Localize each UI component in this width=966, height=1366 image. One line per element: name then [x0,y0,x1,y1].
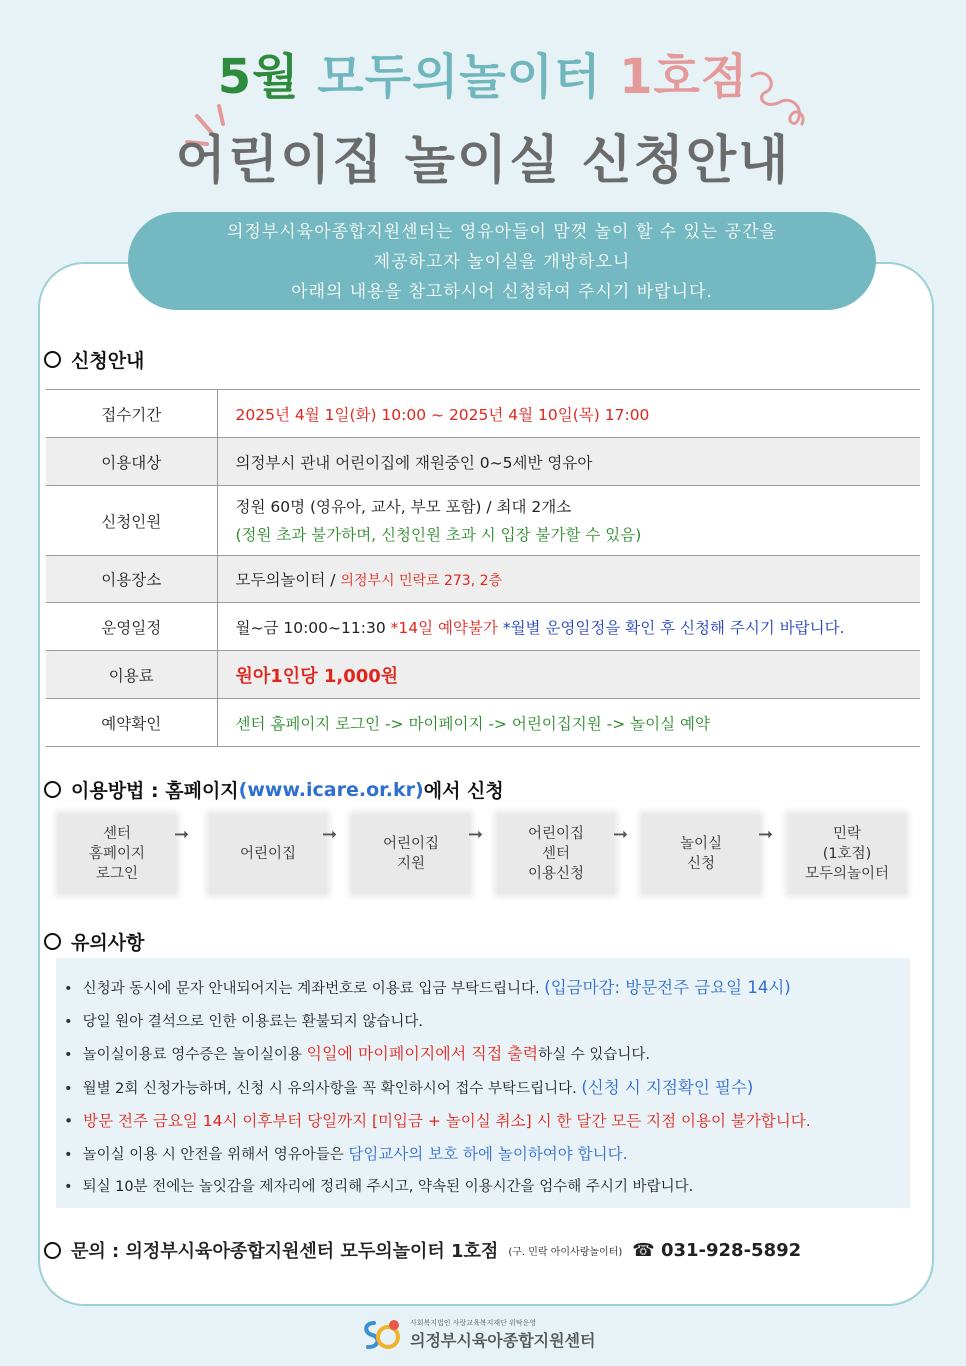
circle-bullet-icon [44,933,61,950]
row-label: 접수기간 [46,390,217,438]
main-title [0,38,966,107]
flow-step: 민락 (1호점) 모두의놀이터 [788,814,906,894]
row-value [217,556,920,603]
arrow-right-icon: ➞ [174,824,190,845]
intro-line-3: 아래의 내용을 참고하시어 신청하여 주시기 바랍니다. [291,282,713,302]
intro-line-2: 제공하고자 놀이실을 개방하오니 [373,252,631,272]
schedule-note-blue: *월별 운영일정을 확인 후 신청해 주시기 바랍니다. [502,618,845,637]
center-logo-icon [360,1317,404,1351]
table-row [46,699,920,747]
schedule-value: 월~금 10:00~11:30 [235,618,391,637]
section-heading-method [44,776,504,803]
arrow-right-icon: ➞ [468,824,484,845]
section-heading-application [44,346,144,373]
intro-banner [128,212,876,310]
row-value [217,486,920,556]
intro-line-1: 의정부시육아종합지원센터는 영유아들이 맘껏 놀이 할 수 있는 공간을 [226,222,778,242]
row-label: 이용대상 [46,438,217,486]
flow-step: 어린이집 센터 이용신청 [497,814,615,894]
title-month: 5월 [217,49,300,105]
footer-logo [360,1316,595,1352]
contact-phone[interactable]: ☎ 031-928-5892 [632,1239,802,1261]
row-label: 신청인원 [46,486,217,556]
table-row [46,438,920,486]
circle-bullet-icon [44,1242,61,1259]
flow-step: 어린이집 [209,814,327,894]
page-subtitle: 어린이집 놀이실 신청안내 [175,131,791,191]
list-item: • 퇴실 10분 전에는 놀잇감을 제자리에 정리해 주시고, 약속된 이용시간을 엄수해 주시기 바랍니다. [64,1171,910,1204]
row-value: 2025년 4월 1일(화) 10:00 ~ 2025년 4월 10일(목) 17:00 [217,390,920,438]
title-place: 모두의놀이터 [317,49,602,105]
application-table [46,389,920,747]
location-address: 의정부시 민락로 273, 2층 [340,573,503,589]
flow-step: 놀이실 신청 [642,814,760,894]
arrow-right-icon: ➞ [613,824,629,845]
people-value: 정원 60명 (영유아, 교사, 부모 포함) / 최대 2개소 [235,497,572,516]
section-title: 신청안내 [71,350,145,372]
list-item: • 신청과 동시에 문자 안내되어지는 계좌번호로 이용료 입금 부탁드립니다. (입금마감: 방문전주 금요일 14시) [64,972,910,1006]
arrow-right-icon: ➞ [758,824,774,845]
row-value: 의정부시 관내 어린이집에 재원중인 0~5세반 영유아 [217,438,920,486]
row-value [217,603,920,651]
contact-former-name: (구. 민락 아이사랑놀이터) [508,1246,623,1258]
row-label: 이용장소 [46,556,217,603]
table-row [46,486,920,556]
contact-text: 문의 : 의정부시육아종합지원센터 모두의놀이터 1호점 [71,1241,499,1262]
list-item: • 당일 원아 결석으로 인한 이용료는 환불되지 않습니다. [64,1006,910,1039]
arrow-right-icon: ➞ [322,824,338,845]
flow-step: 어린이집 지원 [352,814,470,894]
list-item: • 월별 2회 신청가능하며, 신청 시 유의사항을 꼭 확인하시어 접수 부탁드립니다. (신청 시 지점확인 필수) [64,1072,910,1106]
table-row [46,390,920,438]
list-item: • 놀이실 이용 시 안전을 위해서 영유아들은 담임교사의 보호 하에 놀이하여야 합니다. [64,1138,910,1172]
method-heading-prefix: 이용방법 : 홈페이지 [71,780,239,802]
table-row [46,603,920,651]
process-flow [58,814,908,896]
row-label: 이용료 [46,651,217,699]
section-title: 유의사항 [71,932,145,954]
table-row [46,651,920,699]
homepage-link[interactable]: (www.icare.or.kr) [238,778,424,801]
people-note: (정원 초과 불가하며, 신청인원 초과 시 입장 불가할 수 있음) [235,525,642,544]
circle-bullet-icon [44,781,61,798]
contact-line [44,1237,801,1263]
title-branch: 1호점 [619,49,749,105]
notes-box [56,958,910,1208]
section-heading-notes [44,928,144,955]
list-item: • 방문 전주 금요일 14시 이후부터 당일까지 [미입금 + 놀이실 취소] 시 한 달간 모든 지점 이용이 불가합니다. [64,1105,910,1138]
circle-bullet-icon [44,351,61,368]
schedule-note-red: *14일 예약불가 [390,618,503,637]
row-label: 운영일정 [46,603,217,651]
list-item: • 놀이실이용료 영수증은 놀이실이용 익일에 마이페이지에서 직접 출력하실 수 있습니다. [64,1038,910,1072]
fee-value: 원아1인당 1,000원 [217,651,920,699]
row-label: 예약확인 [46,699,217,747]
flow-step: 센터 홈페이지 로그인 [58,814,176,894]
confirm-value: 센터 홈페이지 로그인 -> 마이페이지 -> 어린이집지원 -> 놀이실 예약 [217,699,920,747]
footer-operator: 사회복지법인 사랑교육복지재단 위탁운영 [410,1318,537,1327]
method-heading-suffix: 에서 신청 [423,780,504,802]
footer-org: 의정부시육아종합지원센터 [410,1330,596,1350]
location-value: 모두의놀이터 / [235,571,341,589]
table-row [46,556,920,603]
